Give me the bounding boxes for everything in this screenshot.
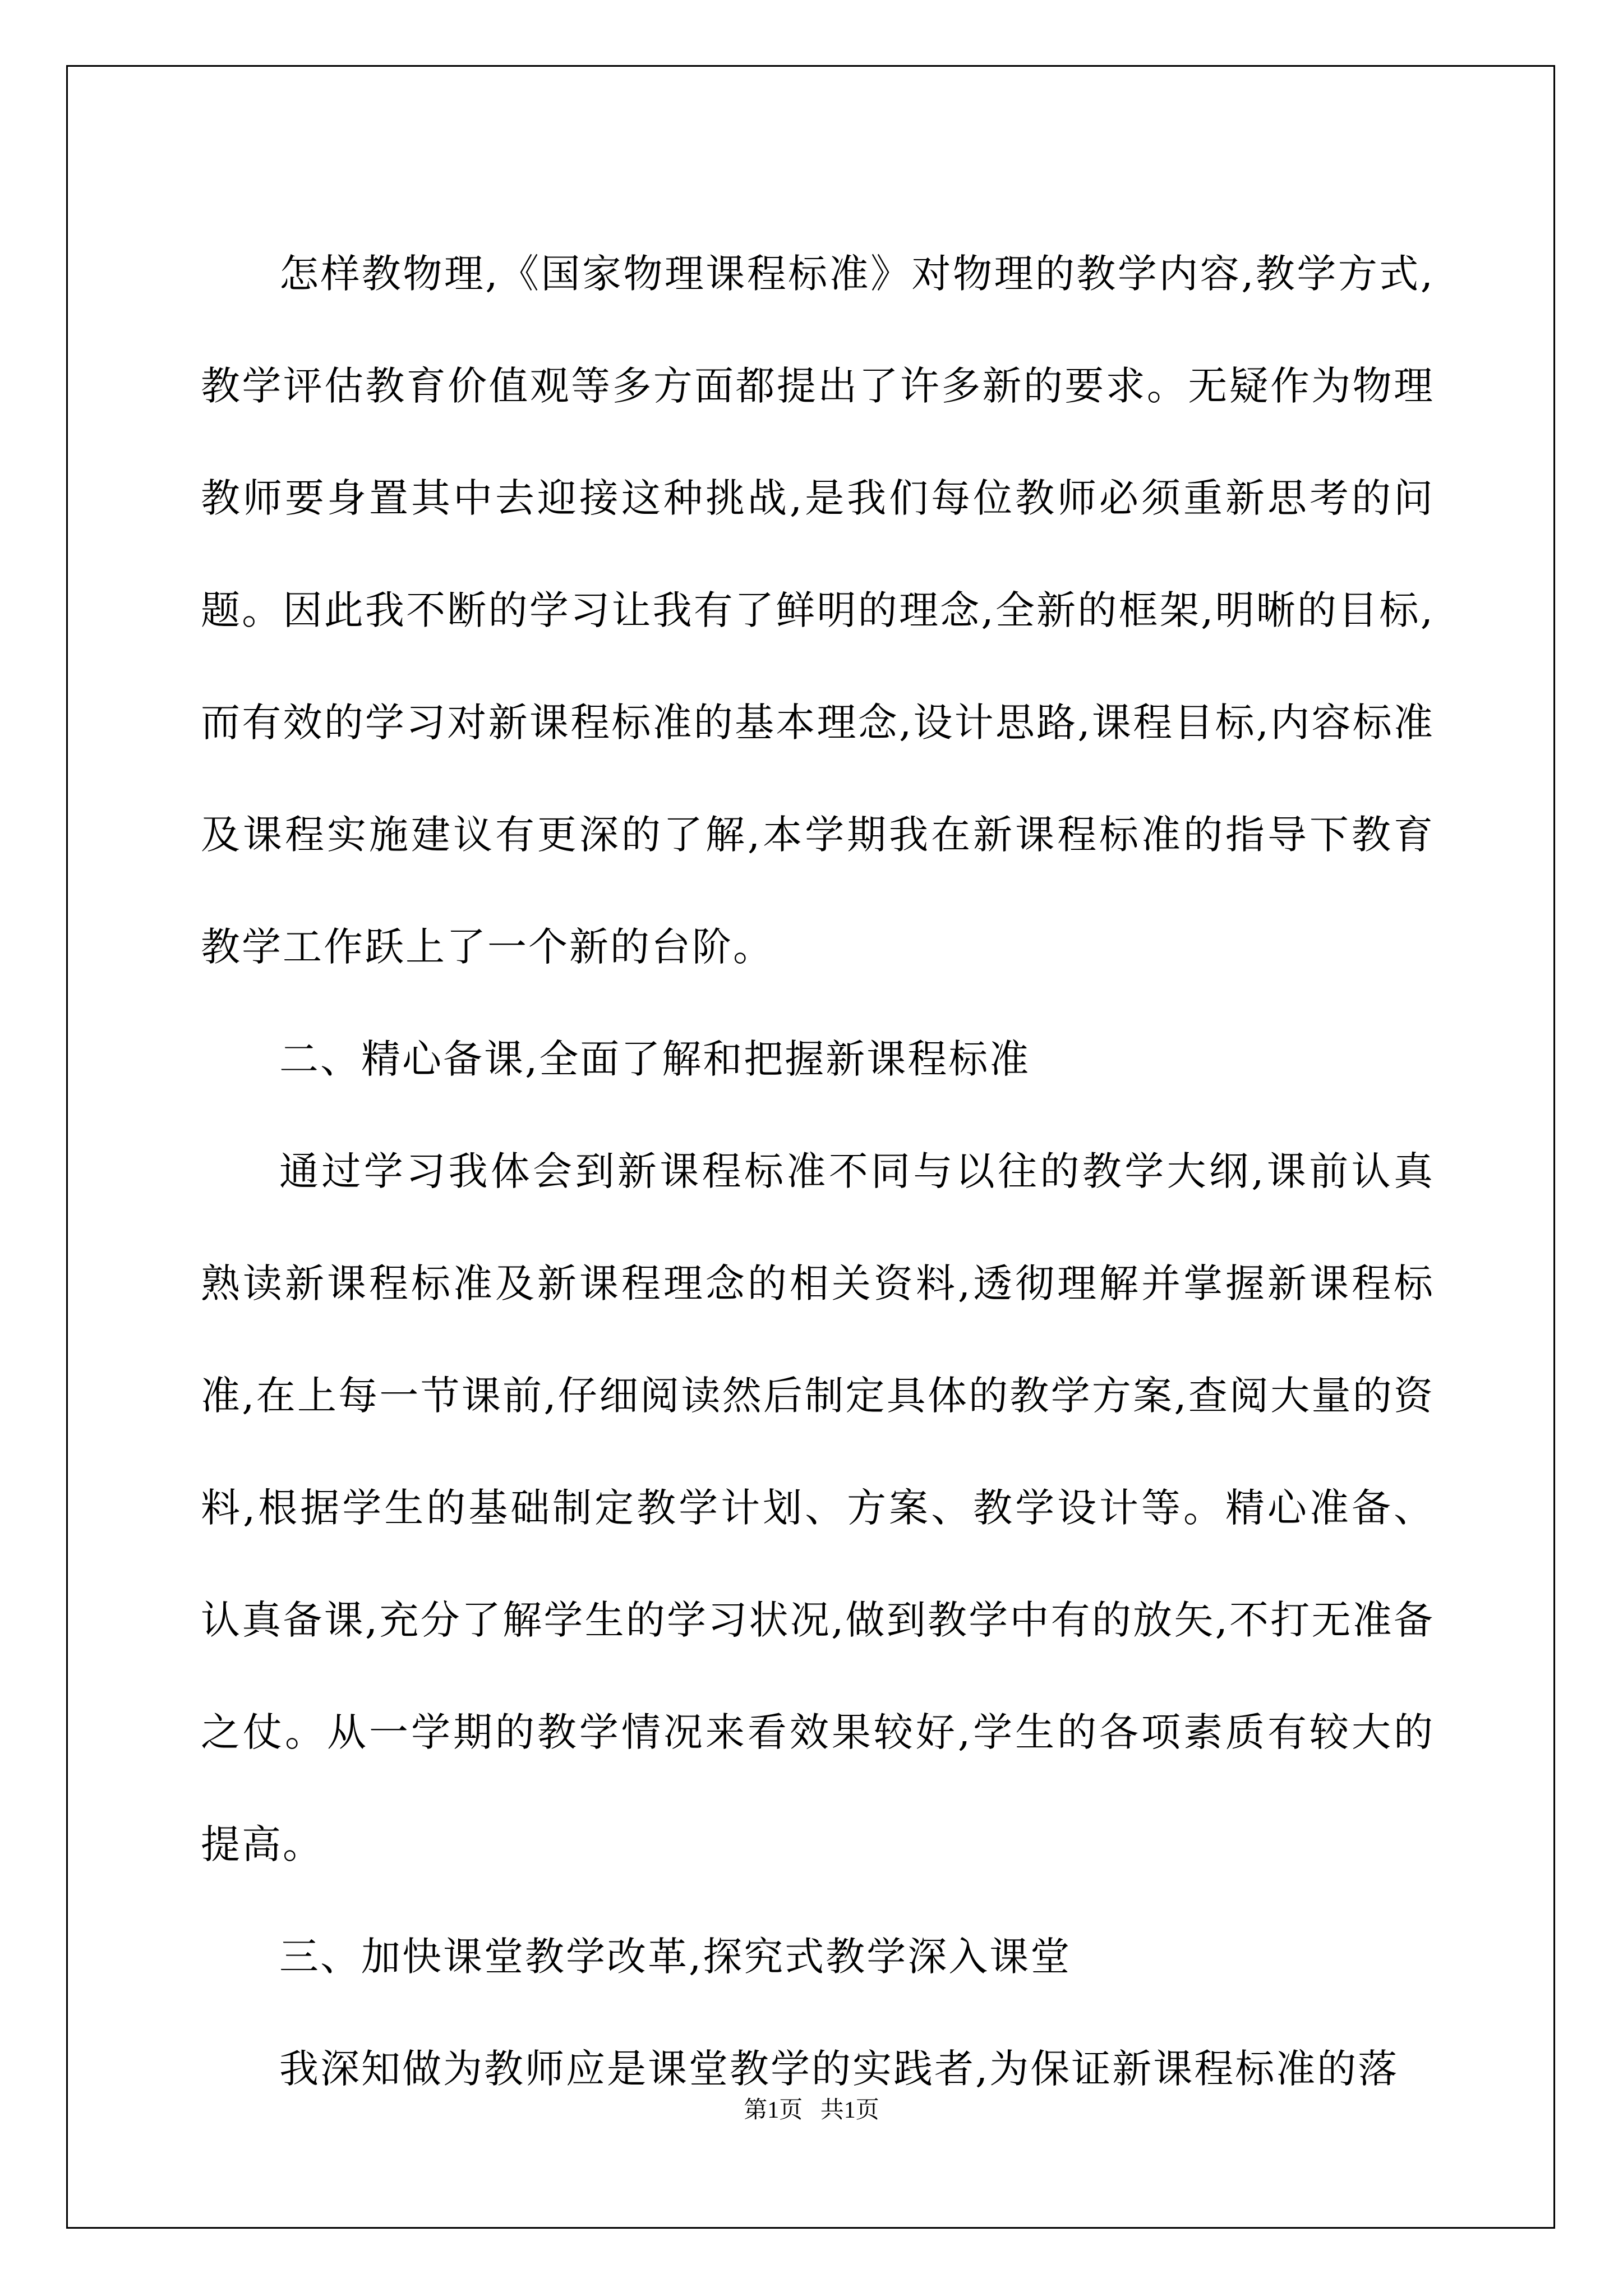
heading-section-2: 二、精心备课,全面了解和把握新课程标准 xyxy=(279,1036,1031,1082)
page-number-footer: 第1页 共1页 xyxy=(744,2097,879,2123)
paragraph-intro: 怎样教物理,《国家物理课程标准》对物理的教学内容,教学方式,教学评估教育价值观等多方面都提出了许多新的要求。无疑作为物理教师要身置其中去迎接这种挑战,是我们每位教师必须重新思考的问题。因此我不断的学习让我有了鲜明的理念,全新的框架,明晰的目标,而有效的学习对新课程标准的基本理念,设计思路,课程目标,内容标准及课程实施建议有更深的了解,本学期我在新课程标准的指导下教育教学工作跃上了一个新的台阶。 xyxy=(201,251,1435,970)
document-body xyxy=(201,218,1435,2125)
heading-section-3: 三、加快课堂教学改革,探究式教学深入课堂 xyxy=(279,1934,1072,1980)
paragraph-section-2: 通过学习我体会到新课程标准不同与以往的教学大纲,课前认真熟读新课程标准及新课程理念的相关资料,透彻理解并掌握新课程标准,在上每一节课前,仔细阅读然后制定具体的教学方案,查阅大量的资料,根据学生的基础制定教学计划、方案、教学设计等。精心准备、认真备课,充分了解学生的学习状况,做到教学中有的放矢,不打无准备之仗。从一学期的教学情况来看效果较好,学生的各项素质有较大的提高。 xyxy=(201,1148,1435,1867)
paragraph-section-3: 我深知做为教师应是课堂教学的实践者,为保证新课程标准的落 xyxy=(279,2046,1399,2092)
